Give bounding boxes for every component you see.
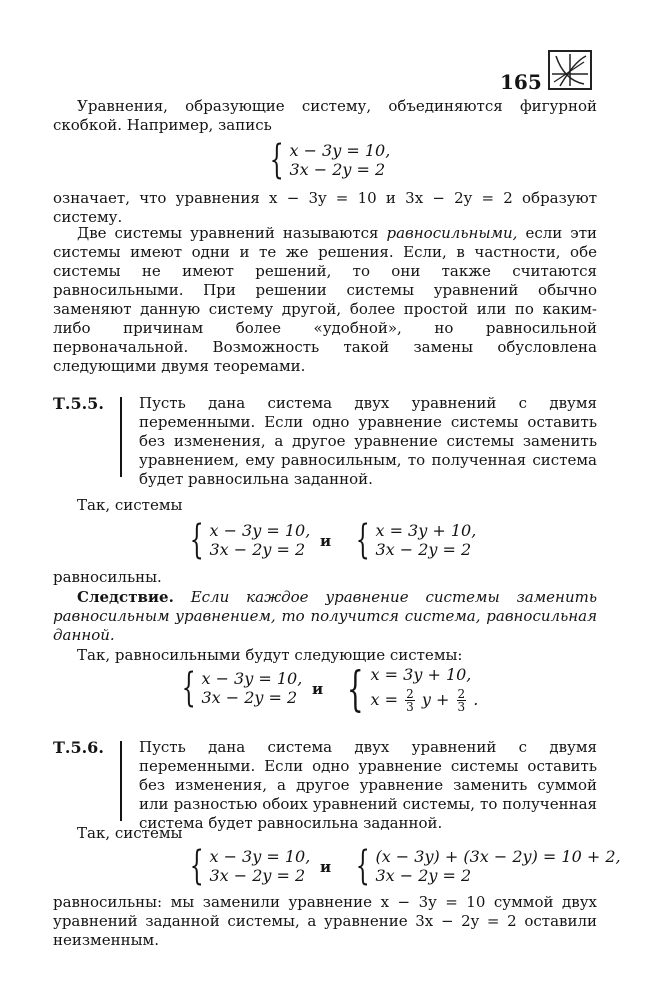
conjunction-and: и xyxy=(312,680,324,698)
equation: x − 3y = 10, xyxy=(209,847,311,866)
corollary-text: Если каждое уравнение системы заменить равносильным уравнением, то получится система, равносильная данной. xyxy=(53,588,597,644)
term-equivalent: равносильными, xyxy=(386,224,518,242)
text-so-systems: Так, системы xyxy=(77,496,183,514)
text-so-equivalent: Так, равносильными будут следующие системы: xyxy=(77,646,463,664)
system-3-right xyxy=(340,661,479,717)
system-4-left xyxy=(184,843,311,889)
text: y + xyxy=(416,690,455,709)
denominator: 3 xyxy=(457,700,466,714)
text: если эти системы имеют одни и те же решения. Если, в частности, обе системы не имеют решений, то они также считаются равносильными. При решении системы уравнений обычно заменяют данную систему другой, более простой или по каким-либо причинам более «удобной», но равносильной первоначальной. Возможность такой замены обусловлена следующими двумя теоремами. xyxy=(53,224,597,375)
fraction xyxy=(457,688,467,713)
left-brace: { xyxy=(189,517,204,563)
equation: 3x − 2y = 2 xyxy=(209,540,306,559)
equation: 3x − 2y = 2 xyxy=(375,866,472,885)
paragraph-definition xyxy=(53,224,597,376)
equation: 3x − 2y = 2 xyxy=(289,160,386,179)
system-4-right xyxy=(350,843,621,889)
paragraph-intro: Уравнения, образующие систему, объединяются фигурной скобкой. Например, запись xyxy=(53,97,597,134)
left-brace: { xyxy=(189,843,204,889)
theorem-label: Т.5.6. xyxy=(53,738,104,757)
fraction xyxy=(405,688,415,713)
text-equivalent: равносильны. xyxy=(53,568,162,586)
left-brace: { xyxy=(181,665,196,711)
system-3-left xyxy=(176,665,303,711)
theorem-text: Пусть дана система двух уравнений с двумя переменными. Если одно уравнение системы оставить без изменения, а другое уравнение системы заменить уравнением, ему равносильным, то полученная система будет равносильна заданной. xyxy=(139,394,597,488)
denominator: 3 xyxy=(406,700,414,714)
equation: (x − 3y) + (3x − 2y) = 10 + 2, xyxy=(375,847,621,866)
text: x = xyxy=(370,690,404,709)
paragraph-final: равносильны: мы заменили уравнение x − 3y = 10 суммой двух уравнений заданной системы, а уравнение 3x − 2y = 2 оставили неизменным. xyxy=(53,893,597,949)
text: Две системы уравнений называются xyxy=(77,224,387,242)
equation: 3x − 2y = 2 xyxy=(375,540,472,559)
theorem-text: Пусть дана система двух уравнений с двумя переменными. Если одно уравнение системы оставить без изменения, а другое уравнение заменить суммой или разностью обоих уравнений системы, то полученная система будет равносильна заданной. xyxy=(139,738,597,832)
numerator: 2 xyxy=(457,687,466,701)
equation xyxy=(371,688,479,713)
corollary xyxy=(53,588,597,645)
system-2-right xyxy=(350,517,477,563)
left-brace: { xyxy=(269,137,284,183)
left-brace: { xyxy=(346,661,364,717)
numerator: 2 xyxy=(406,687,414,701)
theorem-bar xyxy=(120,397,122,477)
page-number: 165 xyxy=(500,70,542,94)
paragraph-meaning: означает, что уравнения x − 3y = 10 и 3x − 2y = 2 образуют систему. xyxy=(53,189,597,226)
system-2-left xyxy=(184,517,311,563)
text-so-systems: Так, системы xyxy=(77,824,183,842)
graph-curves-icon xyxy=(548,50,592,90)
text: . xyxy=(468,690,479,709)
equation: x = 3y + 10, xyxy=(370,665,472,684)
conjunction-and: и xyxy=(320,532,332,550)
conjunction-and: и xyxy=(320,858,332,876)
equation: x − 3y = 10, xyxy=(201,669,303,688)
theorem-bar xyxy=(120,741,122,821)
equation: 3x − 2y = 2 xyxy=(209,866,306,885)
equation: x − 3y = 10, xyxy=(289,141,391,160)
equation: x − 3y = 10, xyxy=(209,521,311,540)
corollary-label: Следствие. xyxy=(77,588,174,606)
equation: x = 3y + 10, xyxy=(375,521,477,540)
equation: 3x − 2y = 2 xyxy=(201,688,298,707)
system-1 xyxy=(264,137,391,183)
left-brace: { xyxy=(355,843,370,889)
theorem-label: Т.5.5. xyxy=(53,394,104,413)
left-brace: { xyxy=(355,517,370,563)
